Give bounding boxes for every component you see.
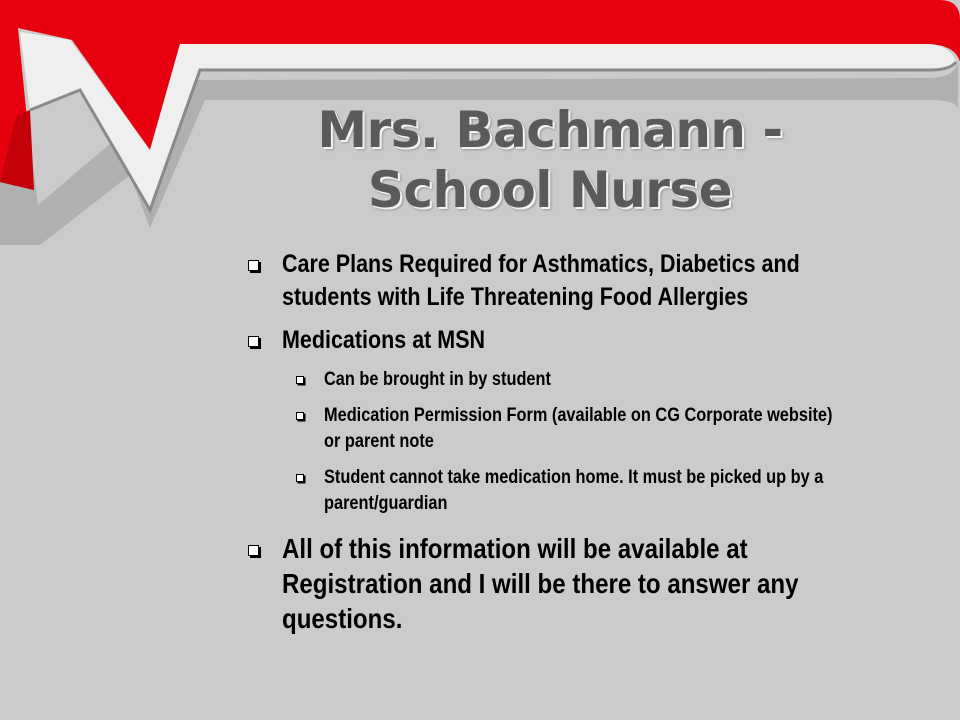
sub-bullet-text: Student cannot take medication home. It must be picked up by a parent/guardian bbox=[324, 467, 824, 514]
list-item bbox=[248, 324, 918, 357]
sub-bullet-text: Can be brought in by student bbox=[324, 369, 551, 390]
bullet-list bbox=[248, 248, 918, 646]
sub-list-item bbox=[296, 367, 918, 393]
bullet-text: Care Plans Required for Asthmatics, Diabetics and students with Life Threatening Food Allergies bbox=[282, 250, 800, 311]
title-line-2: School Nurse bbox=[367, 161, 733, 219]
list-item bbox=[248, 531, 918, 636]
square-bullet-icon bbox=[296, 412, 304, 420]
title-line-1: Mrs. Bachmann - bbox=[317, 101, 783, 159]
square-bullet-icon bbox=[248, 545, 259, 556]
list-item bbox=[248, 248, 918, 314]
square-bullet-icon bbox=[248, 336, 259, 347]
sub-bullet-text: Medication Permission Form (available on CG Corporate website) or parent note bbox=[324, 405, 833, 452]
bullet-text: All of this information will be available at Registration and I will be there to answer any questions. bbox=[282, 533, 799, 634]
sub-list-item bbox=[296, 465, 918, 517]
square-bullet-icon bbox=[248, 260, 259, 271]
bullet-text: Medications at MSN bbox=[282, 326, 486, 354]
square-bullet-icon bbox=[296, 376, 304, 384]
slide-title bbox=[270, 100, 830, 220]
square-bullet-icon bbox=[296, 474, 304, 482]
sub-list-item bbox=[296, 403, 918, 455]
